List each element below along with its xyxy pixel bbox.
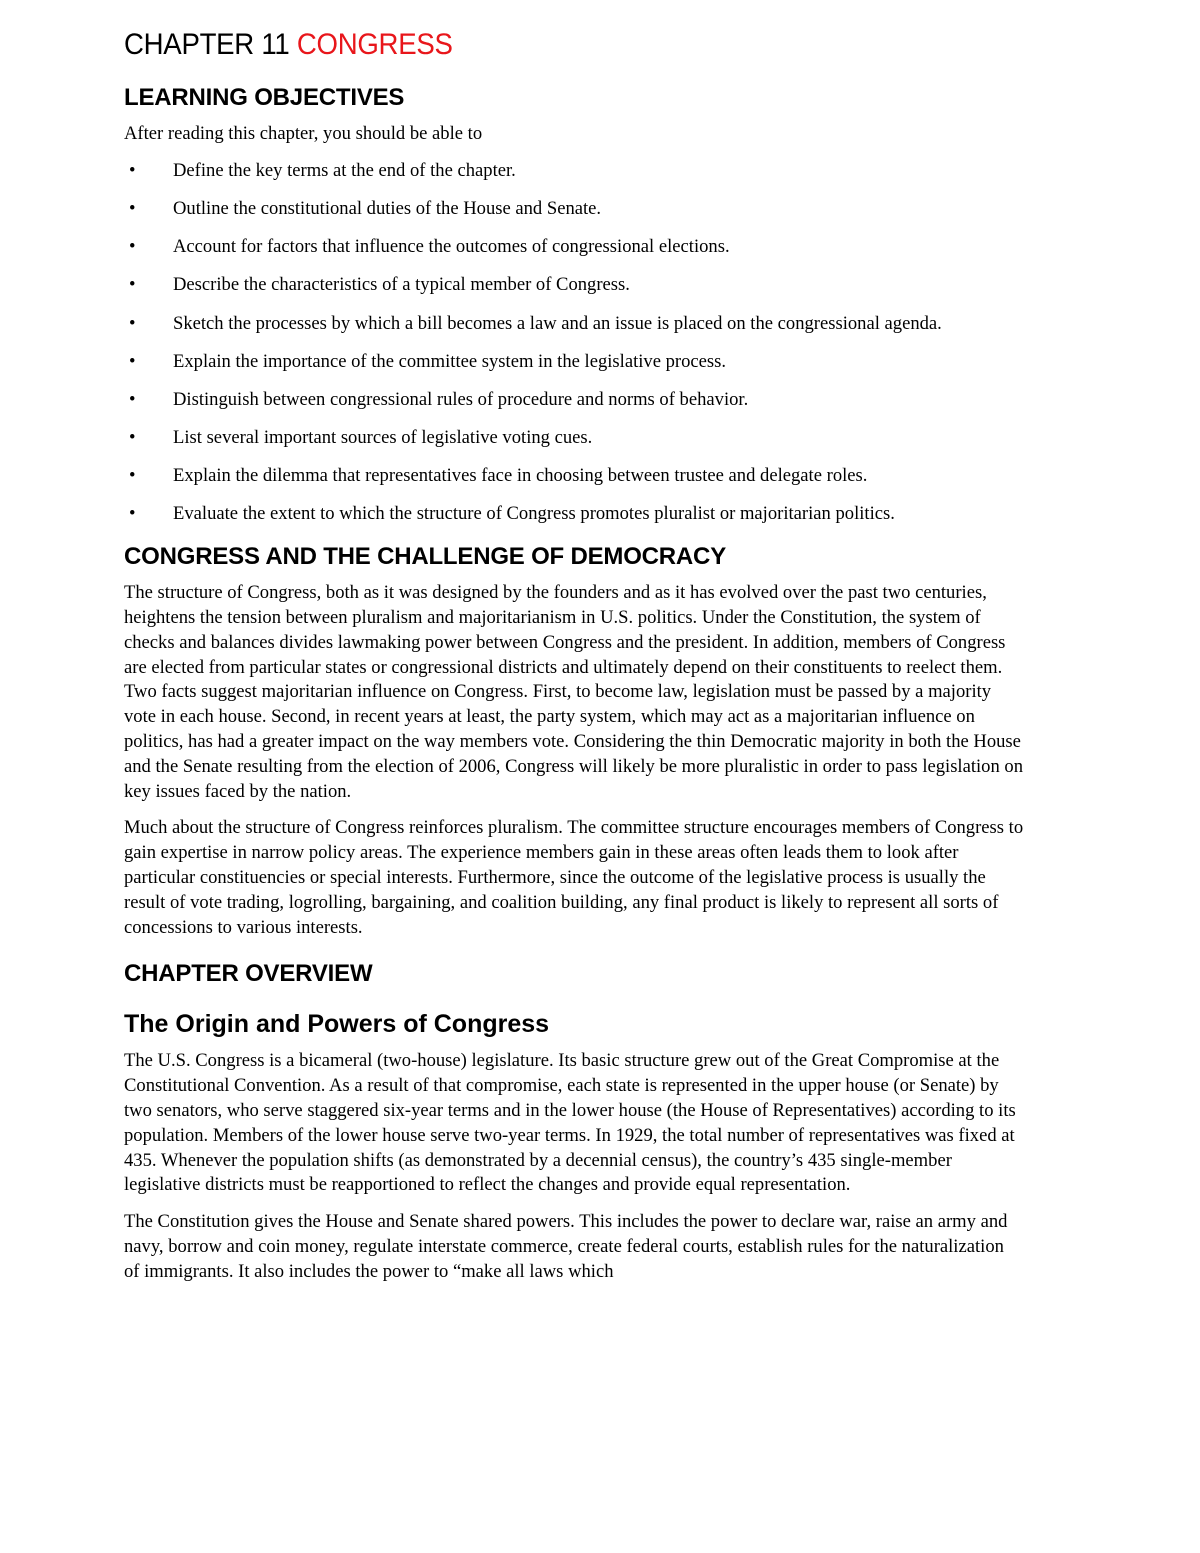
bullet-icon: • <box>129 312 136 334</box>
learning-objectives-intro: After reading this chapter, you should be able to <box>124 123 483 144</box>
bullet-icon: • <box>129 350 136 372</box>
list-item: • List several important sources of legislative voting cues. <box>124 426 1024 451</box>
chapter-title <box>124 28 952 62</box>
overview-subheading: The Origin and Powers of Congress <box>124 1010 550 1039</box>
list-item: • Explain the importance of the committee system in the legislative process. <box>124 350 1024 375</box>
list-item: • Account for factors that influence the outcomes of congressional elections. <box>124 235 1024 260</box>
overview-paragraph-1: The U.S. Congress is a bicameral (two-house) legislature. Its basic structure grew out of the Great Compromise at the Constitutional Convention. As a result of that compromise, each state is represented in the upper house (or Senate) by two senators, who serve staggered six-year terms and in the lower house (the House of Representatives) according to its population. Members of the lower house serve two-year terms. In 1929, the total number of representatives was fixed at 435. Whenever the population shifts (as demonstrated by a decennial census), the country’s 435 single-member legislative districts must be reapportioned to reflect the changes and provide equal representation. <box>124 1050 1016 1196</box>
bullet-icon: • <box>129 236 136 258</box>
list-item: • Describe the characteristics of a typical member of Congress. <box>124 273 1024 298</box>
bullet-icon: • <box>129 159 136 181</box>
document-page <box>124 28 1024 1297</box>
challenge-heading: CONGRESS AND THE CHALLENGE OF DEMOCRACY <box>124 543 726 571</box>
bullet-icon: • <box>129 503 136 525</box>
overview-paragraph-2: The Constitution gives the House and Senate shared powers. This includes the power to declare war, raise an army and navy, borrow and coin money, regulate interstate commerce, create federal courts, establish rules for the naturalization of immigrants. It also includes the power to “make all laws which <box>124 1211 1008 1282</box>
list-item: • Explain the dilemma that representatives face in choosing between trustee and delegate roles. <box>124 464 1024 489</box>
list-item: • Evaluate the extent to which the structure of Congress promotes pluralist or majoritarian politics. <box>124 502 1024 527</box>
list-item: • Distinguish between congressional rules of procedure and norms of behavior. <box>124 388 1024 413</box>
list-item: • Define the key terms at the end of the chapter. <box>124 159 1024 184</box>
learning-objectives-heading: LEARNING OBJECTIVES <box>124 84 405 111</box>
bullet-icon: • <box>129 465 136 487</box>
chapter-label: CHAPTER 11 <box>124 28 290 61</box>
overview-heading: CHAPTER OVERVIEW <box>124 960 373 988</box>
bullet-icon: • <box>129 427 136 449</box>
bullet-icon: • <box>129 388 136 410</box>
challenge-paragraph-1: The structure of Congress, both as it was designed by the founders and as it has evolved over the past two centuries, heightens the tension between pluralism and majoritarianism in U.S. politics. Under the Constitution, the system of checks and balances divides lawmaking power between Congress and the president. In addition, members of Congress are elected from particular states or congressional districts and ultimately depend on their constituents to reelect them. Two facts suggest majoritarian influence on Congress. First, to become law, legislation must be passed by a majority vote in each house. Second, in recent years at least, the party system, which may act as a majoritarian influence on politics, has had a greater impact on the way members vote. Considering the thin Democratic majority in both the House and the Senate resulting from the election of 2006, Congress will likely be more pluralistic in order to pass legislation on key issues faced by the nation. <box>124 582 1024 802</box>
list-item: • Outline the constitutional duties of the House and Senate. <box>124 197 1024 222</box>
objectives-list <box>124 159 1024 527</box>
chapter-name: CONGRESS <box>296 28 453 61</box>
challenge-paragraph-2: Much about the structure of Congress reinforces pluralism. The committee structure encourages members of Congress to gain expertise in narrow policy areas. The experience members gain in these areas often leads them to look after particular constituencies or special interests. Furthermore, since the outcome of the legislative process is usually the result of vote trading, logrolling, bargaining, and coalition building, any final product is likely to represent all sorts of concessions to various interests. <box>124 817 1024 938</box>
list-item: • Sketch the processes by which a bill becomes a law and an issue is placed on the congressional agenda. <box>124 312 1024 337</box>
bullet-icon: • <box>129 274 136 296</box>
bullet-icon: • <box>129 197 136 219</box>
